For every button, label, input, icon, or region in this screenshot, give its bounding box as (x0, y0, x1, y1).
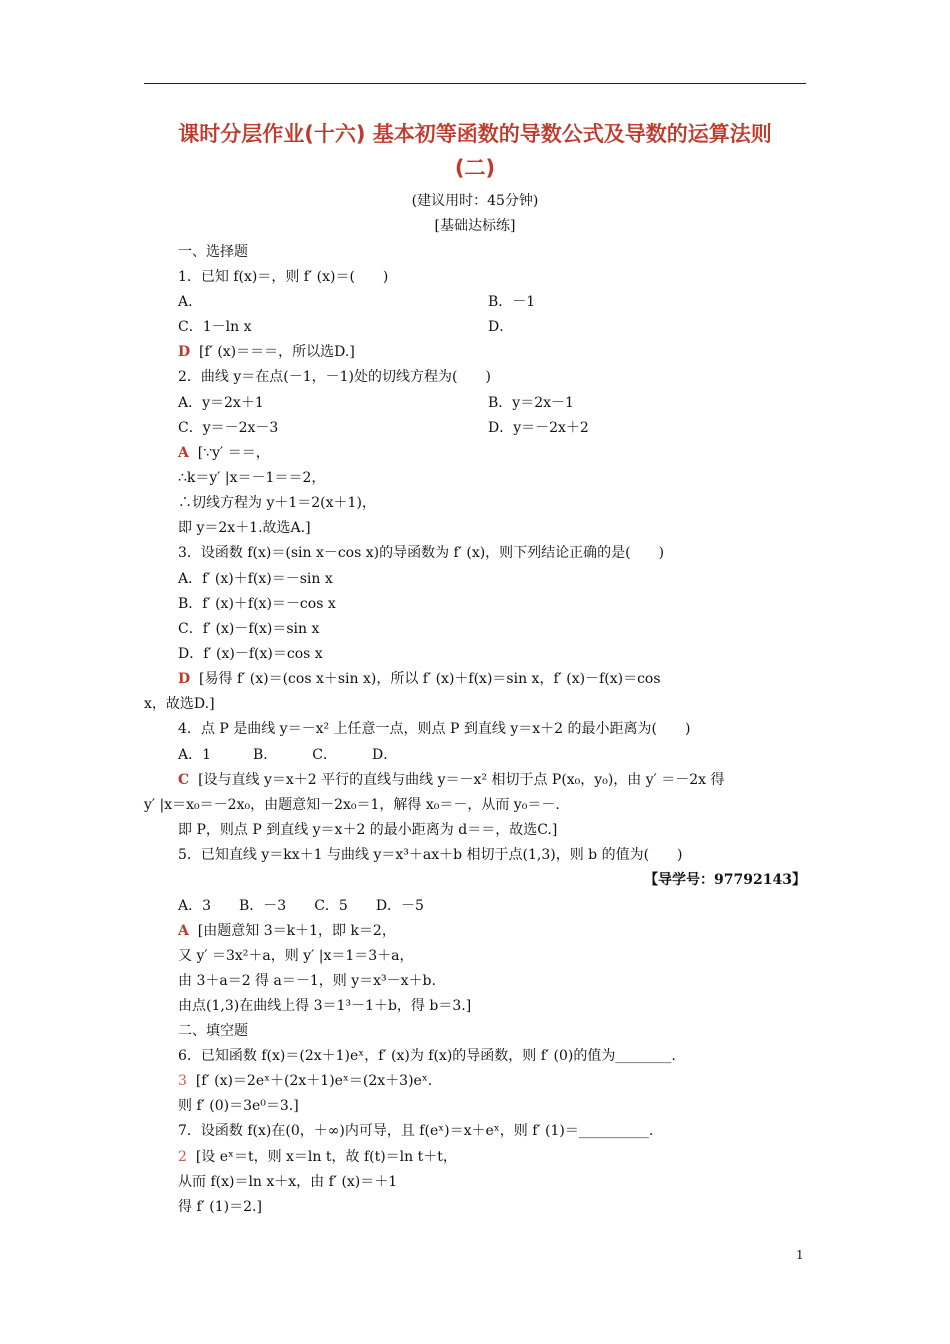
q1-option-c: C．1－ln x (178, 319, 252, 335)
q4-answer-line2: y′ |x＝x₀＝－2x₀，由题意知－2x₀＝1，解得 x₀＝－，从而 y₀＝－. (144, 797, 560, 813)
q6-answer-value: 3 (178, 1073, 187, 1089)
q1-stem: 1．已知 f(x)＝，则 f′ (x)＝( ) (178, 269, 389, 285)
q1-option-b: B．－1 (488, 294, 536, 310)
q1-option-d: D． (488, 319, 514, 335)
q2-answer-line4: 即 y＝2x＋1.故选A.] (178, 520, 311, 536)
q6-answer-line2: 则 f′ (0)＝3e⁰＝3.] (178, 1098, 299, 1114)
q5-answer-line1 (178, 920, 396, 940)
q3-option-d: D．f′ (x)－f(x)＝cos x (178, 646, 323, 662)
top-rule (144, 83, 806, 84)
q2-option-b: B．y＝2x－1 (488, 395, 574, 411)
q2-answer-line2: ∴k＝y′ |x＝－1＝＝2， (178, 470, 326, 486)
q3-option-b: B．f′ (x)＋f(x)＝－cos x (178, 596, 336, 612)
q7-answer-line2: 从而 f(x)＝ln x＋x，由 f′ (x)＝＋1 (178, 1174, 398, 1190)
q5-answer-text1: [由题意知 3＝k＋1，即 k＝2， (197, 923, 396, 939)
q2-option-a: A．y＝2x＋1 (178, 395, 264, 411)
q3-answer-letter: D (178, 671, 191, 687)
q2-option-c: C．y＝－2x－3 (178, 420, 279, 436)
section-level: [基础达标练] (434, 218, 516, 234)
q2-answer-letter: A (178, 445, 189, 461)
q4-stem: 4．点 P 是曲线 y＝－x² 上任意一点，则点 P 到直线 y＝x＋2 的最小距离为( ) (178, 721, 691, 737)
page-number: 1 (796, 1248, 804, 1262)
q4-answer-letter: C (178, 772, 190, 788)
q5-options: A．3 B．－3 C．5 D．－5 (178, 898, 424, 914)
q5-answer-line4: 由点(1,3)在曲线上得 3＝1³－1＋b，得 b＝3.] (178, 998, 472, 1014)
q3-stem: 3．设函数 f(x)＝(sin x－cos x)的导函数为 f′ (x)，则下列结论正确的是( ) (178, 545, 665, 561)
q7-stem: 7．设函数 f(x)在(0，＋∞)内可导，且 f(eˣ)＝x＋eˣ，则 f′ (1)＝__________. (178, 1123, 654, 1139)
part1-heading: 一、选择题 (178, 244, 248, 260)
q6-answer-text1: [f′ (x)＝2eˣ＋(2x＋1)eˣ＝(2x＋3)eˣ. (195, 1073, 433, 1089)
q5-answer-line2: 又 y′ ＝3x²＋a，则 y′ |x＝1＝3＋a， (178, 948, 414, 964)
q1-answer-text: [f′ (x)＝＝＝，所以选D.] (199, 344, 355, 360)
q4-answer-line3: 即 P，则点 P 到直线 y＝x＋2 的最小距离为 d＝＝，故选C.] (178, 822, 558, 838)
suggested-time: (建议用时：45分钟) (411, 193, 539, 209)
q3-answer-line1 (178, 668, 661, 688)
q1-answer-letter: D (178, 344, 191, 360)
q2-option-d: D．y＝－2x＋2 (488, 420, 589, 436)
q3-answer-text1: [易得 f′ (x)＝(cos x＋sin x)，所以 f′ (x)＋f(x)＝sin x，f′ (x)－f(x)＝cos (199, 671, 661, 687)
doc-title-line1: 课时分层作业(十六) 基本初等函数的导数公式及导数的运算法则 (178, 122, 772, 146)
q4-answer-line1 (178, 769, 725, 789)
q5-guide-number: 【导学号：97792143】 (644, 872, 806, 888)
q6-answer-line1 (178, 1070, 432, 1090)
q1-answer (178, 341, 355, 361)
q5-answer-letter: A (178, 923, 189, 939)
q1-option-a: A． (178, 294, 203, 310)
part2-heading: 二、填空题 (178, 1023, 248, 1039)
doc-title-line2: (二) (454, 156, 496, 180)
q3-option-c: C．f′ (x)－f(x)＝sin x (178, 621, 320, 637)
q4-answer-text1: [设与直线 y＝x＋2 平行的直线与曲线 y＝－x² 相切于点 P(x₀，y₀)，由 y′ ＝－2x 得 (198, 772, 725, 788)
q7-answer-text1: [设 eˣ＝t，则 x＝ln t，故 f(t)＝ln t＋t， (195, 1149, 457, 1165)
q7-answer-line3: 得 f′ (1)＝2.] (178, 1199, 262, 1215)
q7-answer-value: 2 (178, 1149, 187, 1165)
q5-answer-line3: 由 3＋a＝2 得 a＝－1，则 y＝x³－x＋b. (178, 973, 436, 989)
q5-stem: 5．已知直线 y＝kx＋1 与曲线 y＝x³＋ax＋b 相切于点(1,3)，则 b 的值为( ) (178, 847, 683, 863)
q7-answer-line1 (178, 1146, 457, 1166)
q2-answer-text1: [∵y′ ＝＝， (197, 445, 270, 461)
q2-answer-line1 (178, 442, 270, 462)
q4-options: A．1 B． C． D． (178, 747, 398, 763)
q6-stem: 6．已知函数 f(x)＝(2x＋1)eˣ，f′ (x)为 f(x)的导函数，则 f′ (0)的值为________. (178, 1048, 676, 1064)
q3-option-a: A．f′ (x)＋f(x)＝－sin x (178, 571, 333, 587)
q2-stem: 2．曲线 y＝在点(－1，－1)处的切线方程为( ) (178, 369, 491, 385)
q3-answer-line2: x，故选D.] (144, 696, 215, 712)
q2-answer-line3: ∴切线方程为 y＋1＝2(x＋1)， (178, 495, 376, 511)
